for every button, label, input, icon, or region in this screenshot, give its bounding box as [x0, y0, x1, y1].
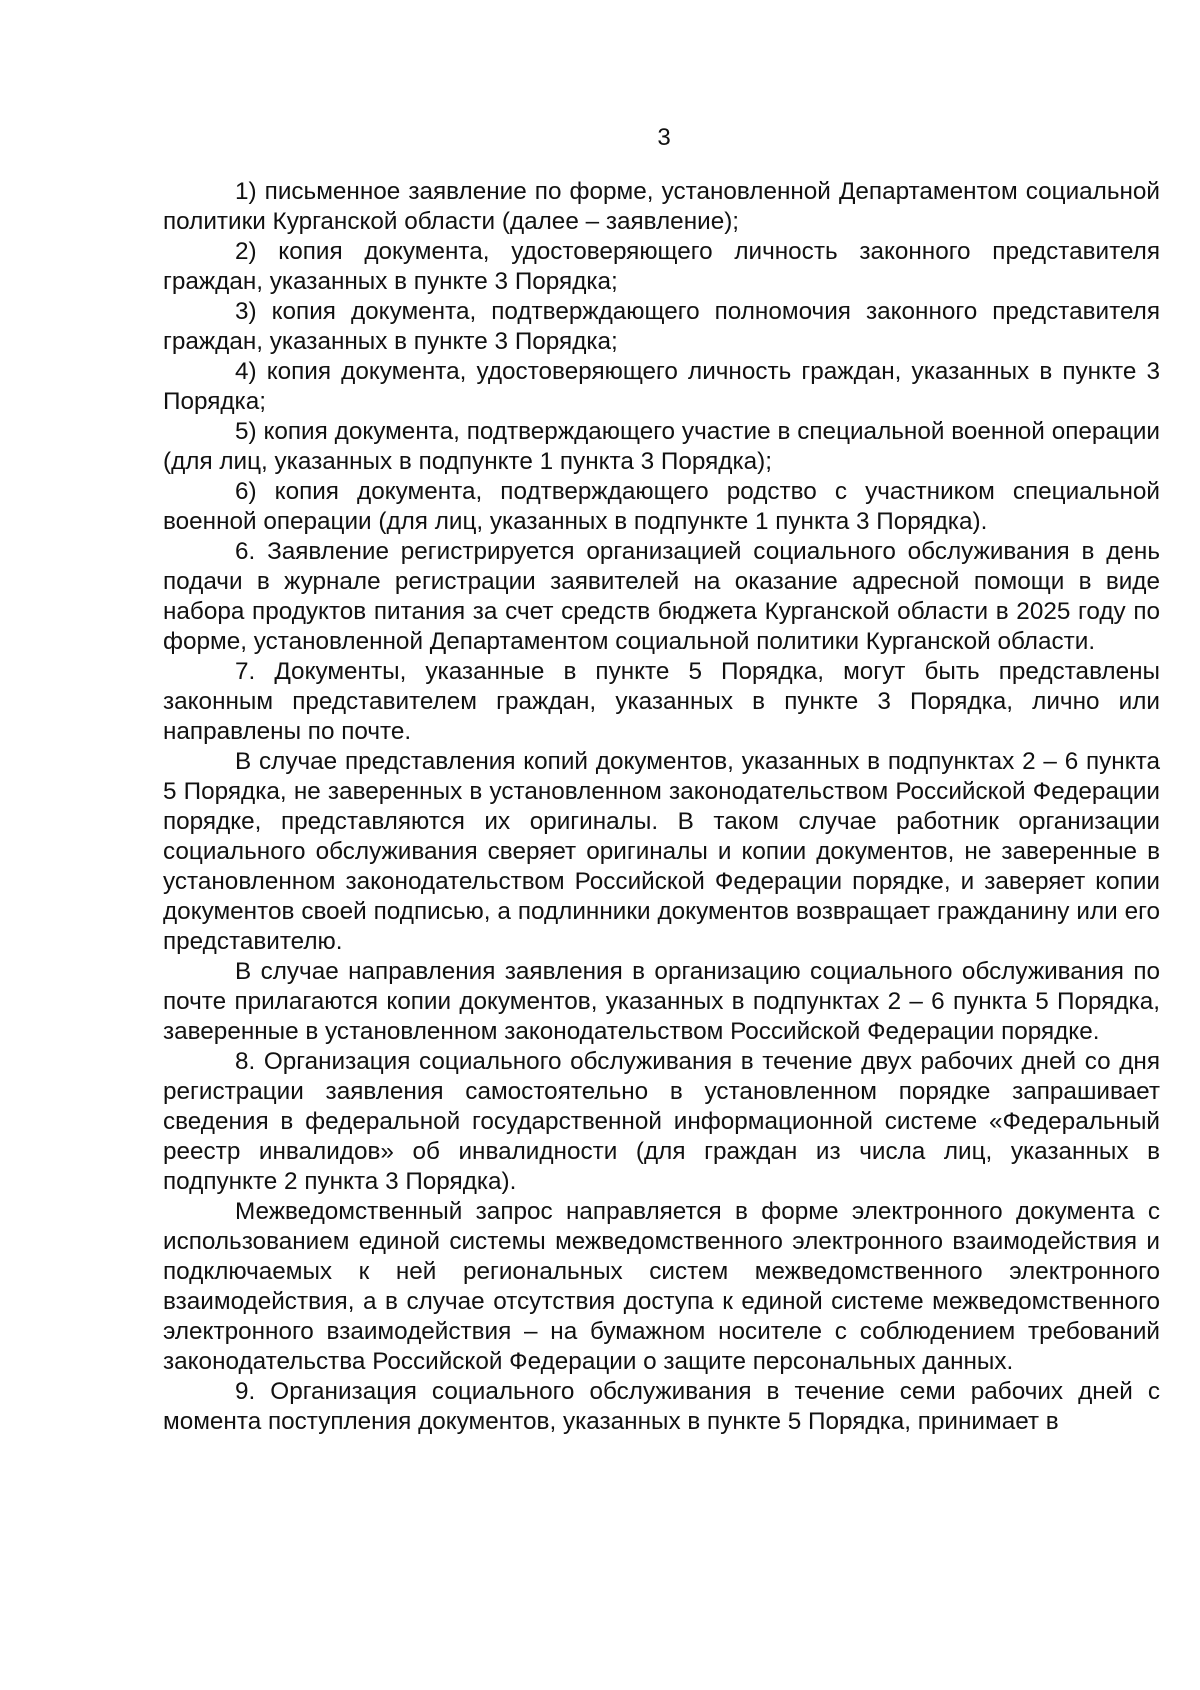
- page-number: 3: [657, 124, 671, 151]
- paragraph-uncertified-copies: В случае представления копий документов, указанных в подпунктах 2 – 6 пункта 5 Порядка, не заверенных в установленном законодательством Российской Федерации порядке, представляются их оригиналы. В таком случае работник организации социального обслуживания сверяет оригиналы и копии документов, не заверенные в установленном законодательством Российской Федерации порядке, и заверяет копии документов своей подписью, а подлинники документов возвращает гражданину или его представителю.: [163, 748, 1160, 955]
- list-item-citizen-id-copy: 4) копия документа, удостоверяющего личность граждан, указанных в пункте 3 Порядка;: [163, 358, 1160, 415]
- clause-7-submission: 7. Документы, указанные в пункте 5 Порядка, могут быть представлены законным представителем граждан, указанных в пункте 3 Порядка, лично или направлены по почте.: [163, 658, 1160, 745]
- list-item-written-application: 1) письменное заявление по форме, установленной Департаментом социальной политики Курганской области (далее – заявление);: [163, 178, 1160, 235]
- list-item-authority-document-copy: 3) копия документа, подтверждающего полномочия законного представителя граждан, указанных в пункте 3 Порядка;: [163, 298, 1160, 355]
- clause-6-registration: 6. Заявление регистрируется организацией социального обслуживания в день подачи в журнале регистрации заявителей на оказание адресной помощи в виде набора продуктов питания за счет средств бюджета Курганской области в 2025 году по форме, установленной Департаментом социальной политики Курганской области.: [163, 538, 1160, 655]
- list-item-svo-participation-copy: 5) копия документа, подтверждающего участие в специальной военной операции (для лиц, указанных в подпункте 1 пункта 3 Порядка);: [163, 418, 1160, 475]
- paragraph-interagency-request: Межведомственный запрос направляется в форме электронного документа с использованием единой системы межведомственного электронного взаимодействия и подключаемых к ней региональных систем межведомственного электронного взаимодействия, а в случае отсутствия доступа к единой системе межведомственного электронного взаимодействия – на бумажном носителе с соблюдением требований законодательства Российской Федерации о защите персональных данных.: [163, 1198, 1160, 1375]
- clause-9-decision: 9. Организация социального обслуживания в течение семи рабочих дней с момента поступления документов, указанных в пункте 5 Порядка, принимает в: [163, 1378, 1160, 1435]
- paragraph-postal-submission: В случае направления заявления в организацию социального обслуживания по почте прилагаются копии документов, указанных в подпунктах 2 – 6 пункта 5 Порядка, заверенные в установленном законодательством Российской Федерации порядке.: [163, 958, 1160, 1045]
- clause-8-information-request: 8. Организация социального обслуживания в течение двух рабочих дней со дня регистрации заявления самостоятельно в установленном порядке запрашивает сведения в федеральной государственной информационной системе «Федеральный реестр инвалидов» об инвалидности (для граждан из числа лиц, указанных в подпункте 2 пункта 3 Порядка).: [163, 1048, 1160, 1195]
- list-item-representative-id-copy: 2) копия документа, удостоверяющего личность законного представителя граждан, указанных в пункте 3 Порядка;: [163, 238, 1160, 295]
- document-body: [163, 177, 1160, 1437]
- list-item-kinship-document-copy: 6) копия документа, подтверждающего родство с участником специальной военной операции (для лиц, указанных в подпункте 1 пункта 3 Порядка).: [163, 478, 1160, 535]
